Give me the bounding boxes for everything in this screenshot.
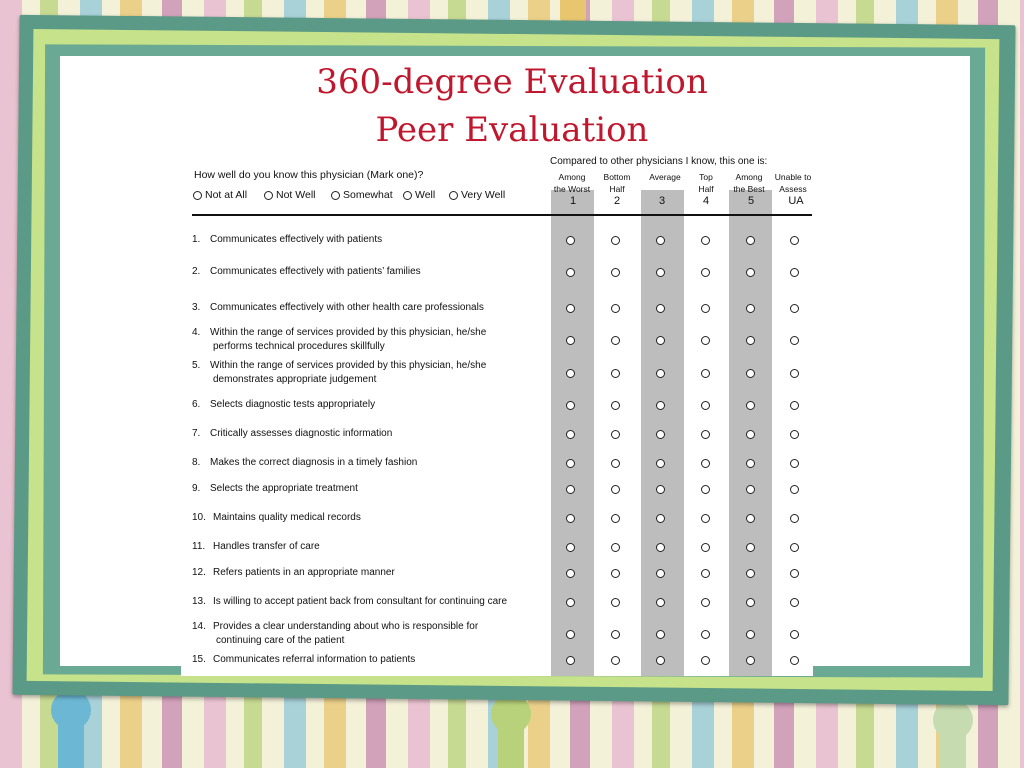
rating-radio-5[interactable] xyxy=(746,401,755,410)
rating-radio-3[interactable] xyxy=(656,236,665,245)
rating-radio-5[interactable] xyxy=(746,268,755,277)
question-number: 12. xyxy=(192,567,206,578)
rating-radio-5[interactable] xyxy=(746,598,755,607)
rating-radio-2[interactable] xyxy=(611,543,620,552)
rating-radio-2[interactable] xyxy=(611,430,620,439)
question-text: Communicates referral information to patients xyxy=(213,654,416,665)
question-text: Handles transfer of care xyxy=(213,541,320,552)
question-number: 7. xyxy=(192,428,201,439)
rating-radio-1[interactable] xyxy=(566,401,575,410)
scale-label-line2: Half xyxy=(698,184,714,194)
rating-radio-UA[interactable] xyxy=(790,514,799,523)
rating-radio-1[interactable] xyxy=(566,430,575,439)
rating-radio-UA[interactable] xyxy=(790,236,799,245)
rating-radio-4[interactable] xyxy=(701,268,710,277)
know-question: How well do you know this physician (Mark one)? xyxy=(194,169,424,181)
scale-label-line1: Top xyxy=(699,172,713,182)
question-number: 1. xyxy=(192,234,201,245)
slide-title xyxy=(0,58,1024,154)
rating-radio-5[interactable] xyxy=(746,336,755,345)
scale-label-line2: Half xyxy=(609,184,625,194)
rating-radio-3[interactable] xyxy=(656,304,665,313)
rating-radio-5[interactable] xyxy=(746,369,755,378)
question-text-line2: performs technical procedures skillfully xyxy=(213,341,385,352)
rating-radio-1[interactable] xyxy=(566,304,575,313)
rating-radio-UA[interactable] xyxy=(790,656,799,665)
title-line-2: Peer Evaluation xyxy=(375,110,649,150)
scale-label-line1: Among xyxy=(735,172,763,182)
question-number: 4. xyxy=(192,327,201,338)
question-number: 6. xyxy=(192,399,201,410)
rating-radio-2[interactable] xyxy=(611,514,620,523)
rating-radio-UA[interactable] xyxy=(790,459,799,468)
know-option-label: Very Well xyxy=(461,189,506,201)
question-number: 15. xyxy=(192,654,206,665)
rating-radio-1[interactable] xyxy=(566,459,575,468)
rating-radio-3[interactable] xyxy=(656,514,665,523)
rating-radio-5[interactable] xyxy=(746,459,755,468)
rating-radio-1[interactable] xyxy=(566,630,575,639)
decorative-knob xyxy=(51,690,91,730)
rating-radio-2[interactable] xyxy=(611,401,620,410)
rating-radio-2[interactable] xyxy=(611,630,620,639)
scale-number: 4 xyxy=(702,195,710,207)
question-text: Selects the appropriate treatment xyxy=(210,483,358,494)
question-number: 10. xyxy=(192,512,206,523)
rating-radio-UA[interactable] xyxy=(790,268,799,277)
rating-radio-3[interactable] xyxy=(656,430,665,439)
rating-radio-2[interactable] xyxy=(611,336,620,345)
header-divider xyxy=(192,214,812,216)
scale-number: 1 xyxy=(569,195,577,207)
rating-radio-UA[interactable] xyxy=(790,401,799,410)
rating-radio-5[interactable] xyxy=(746,304,755,313)
rating-radio-4[interactable] xyxy=(701,430,710,439)
rating-radio-4[interactable] xyxy=(701,485,710,494)
scale-label-line1: Among xyxy=(558,172,586,182)
rating-radio-5[interactable] xyxy=(746,543,755,552)
scale-number: 3 xyxy=(658,195,666,207)
rating-radio-UA[interactable] xyxy=(790,485,799,494)
question-text: Maintains quality medical records xyxy=(213,512,361,523)
rating-radio-3[interactable] xyxy=(656,569,665,578)
scale-number: UA xyxy=(788,195,804,207)
rating-radio-4[interactable] xyxy=(701,401,710,410)
rating-radio-4[interactable] xyxy=(701,236,710,245)
question-number: 14. xyxy=(192,621,206,632)
rating-radio-4[interactable] xyxy=(701,543,710,552)
rating-radio-5[interactable] xyxy=(746,514,755,523)
scale-label-line1: Average xyxy=(649,172,681,182)
know-radio-not-well[interactable] xyxy=(264,191,273,200)
rating-radio-3[interactable] xyxy=(656,459,665,468)
question-number: 13. xyxy=(192,596,206,607)
question-text: Selects diagnostic tests appropriately xyxy=(210,399,376,410)
rating-radio-5[interactable] xyxy=(746,236,755,245)
question-text: Communicates effectively with patients’ families xyxy=(210,266,421,277)
rating-radio-5[interactable] xyxy=(746,630,755,639)
title-line-1: 360-degree Evaluation xyxy=(316,62,708,102)
question-number: 11. xyxy=(192,541,206,552)
rating-radio-2[interactable] xyxy=(611,236,620,245)
question-text: Refers patients in an appropriate manner xyxy=(213,567,395,578)
rating-radio-1[interactable] xyxy=(566,236,575,245)
scale-label-line2: Assess xyxy=(779,184,807,194)
rating-radio-UA[interactable] xyxy=(790,369,799,378)
question-number: 9. xyxy=(192,483,201,494)
rating-radio-3[interactable] xyxy=(656,598,665,607)
compare-heading: Compared to other physicians I know, this one is: xyxy=(550,156,768,167)
know-option-label: Not at All xyxy=(205,189,248,201)
rating-radio-4[interactable] xyxy=(701,369,710,378)
rating-radio-UA[interactable] xyxy=(790,630,799,639)
know-radio-very-well[interactable] xyxy=(449,191,458,200)
rating-radio-5[interactable] xyxy=(746,656,755,665)
rating-radio-5[interactable] xyxy=(746,430,755,439)
rating-radio-1[interactable] xyxy=(566,598,575,607)
rating-radio-2[interactable] xyxy=(611,569,620,578)
rating-radio-3[interactable] xyxy=(656,401,665,410)
question-text: Critically assesses diagnostic information xyxy=(210,428,393,439)
rating-radio-3[interactable] xyxy=(656,485,665,494)
rating-radio-4[interactable] xyxy=(701,514,710,523)
question-number: 5. xyxy=(192,360,201,371)
question-text: Provides a clear understanding about who is responsible for xyxy=(213,621,479,632)
question-text-line2: continuing care of the patient xyxy=(216,635,345,646)
rating-radio-4[interactable] xyxy=(701,336,710,345)
rating-radio-4[interactable] xyxy=(701,656,710,665)
rating-radio-3[interactable] xyxy=(656,369,665,378)
rating-radio-1[interactable] xyxy=(566,336,575,345)
question-text: Makes the correct diagnosis in a timely fashion xyxy=(210,457,418,468)
rating-radio-2[interactable] xyxy=(611,459,620,468)
rating-radio-5[interactable] xyxy=(746,485,755,494)
rating-radio-2[interactable] xyxy=(611,598,620,607)
rating-radio-2[interactable] xyxy=(611,369,620,378)
rating-radio-4[interactable] xyxy=(701,598,710,607)
rating-radio-4[interactable] xyxy=(701,304,710,313)
question-text: Is willing to accept patient back from consultant for continuing care xyxy=(213,596,508,607)
rating-radio-2[interactable] xyxy=(611,304,620,313)
rating-radio-1[interactable] xyxy=(566,569,575,578)
rating-radio-4[interactable] xyxy=(701,569,710,578)
scale-number: 2 xyxy=(613,195,621,207)
rating-radio-2[interactable] xyxy=(611,656,620,665)
know-option-label: Somewhat xyxy=(343,189,393,201)
question-text-line2: demonstrates appropriate judgement xyxy=(213,374,377,385)
know-radio-well[interactable] xyxy=(403,191,412,200)
question-number: 2. xyxy=(192,266,201,277)
rating-radio-1[interactable] xyxy=(566,656,575,665)
rating-radio-1[interactable] xyxy=(566,514,575,523)
rating-radio-2[interactable] xyxy=(611,268,620,277)
rating-radio-UA[interactable] xyxy=(790,430,799,439)
rating-radio-2[interactable] xyxy=(611,485,620,494)
know-option-label: Well xyxy=(415,189,436,201)
rating-radio-UA[interactable] xyxy=(790,598,799,607)
question-text: Within the range of services provided by this physician, he/she xyxy=(210,360,487,371)
rating-radio-UA[interactable] xyxy=(790,569,799,578)
rating-radio-1[interactable] xyxy=(566,268,575,277)
know-radio-not-at-all[interactable] xyxy=(193,191,202,200)
scale-label-line1: Bottom xyxy=(603,172,631,182)
scale-label-line2: the Worst xyxy=(553,184,591,194)
know-radio-somewhat[interactable] xyxy=(331,191,340,200)
rating-radio-3[interactable] xyxy=(656,630,665,639)
question-text: Communicates effectively with other health care professionals xyxy=(210,302,484,313)
scale-label-line2: the Best xyxy=(733,184,765,194)
question-number: 3. xyxy=(192,302,201,313)
question-text: Within the range of services provided by this physician, he/she xyxy=(210,327,487,338)
rating-radio-4[interactable] xyxy=(701,630,710,639)
scale-number: 5 xyxy=(747,195,755,207)
rating-radio-4[interactable] xyxy=(701,459,710,468)
rating-radio-3[interactable] xyxy=(656,268,665,277)
rating-radio-3[interactable] xyxy=(656,336,665,345)
rating-radio-3[interactable] xyxy=(656,656,665,665)
rating-radio-1[interactable] xyxy=(566,543,575,552)
question-text: Communicates effectively with patients xyxy=(210,234,383,245)
rating-radio-1[interactable] xyxy=(566,485,575,494)
rating-radio-UA[interactable] xyxy=(790,543,799,552)
rating-radio-1[interactable] xyxy=(566,369,575,378)
rating-radio-3[interactable] xyxy=(656,543,665,552)
rating-radio-UA[interactable] xyxy=(790,336,799,345)
scale-label-line1: Unable to xyxy=(774,172,812,182)
rating-radio-UA[interactable] xyxy=(790,304,799,313)
decorative-knob xyxy=(933,700,973,740)
rating-radio-5[interactable] xyxy=(746,569,755,578)
know-option-label: Not Well xyxy=(276,189,316,201)
question-number: 8. xyxy=(192,457,201,468)
